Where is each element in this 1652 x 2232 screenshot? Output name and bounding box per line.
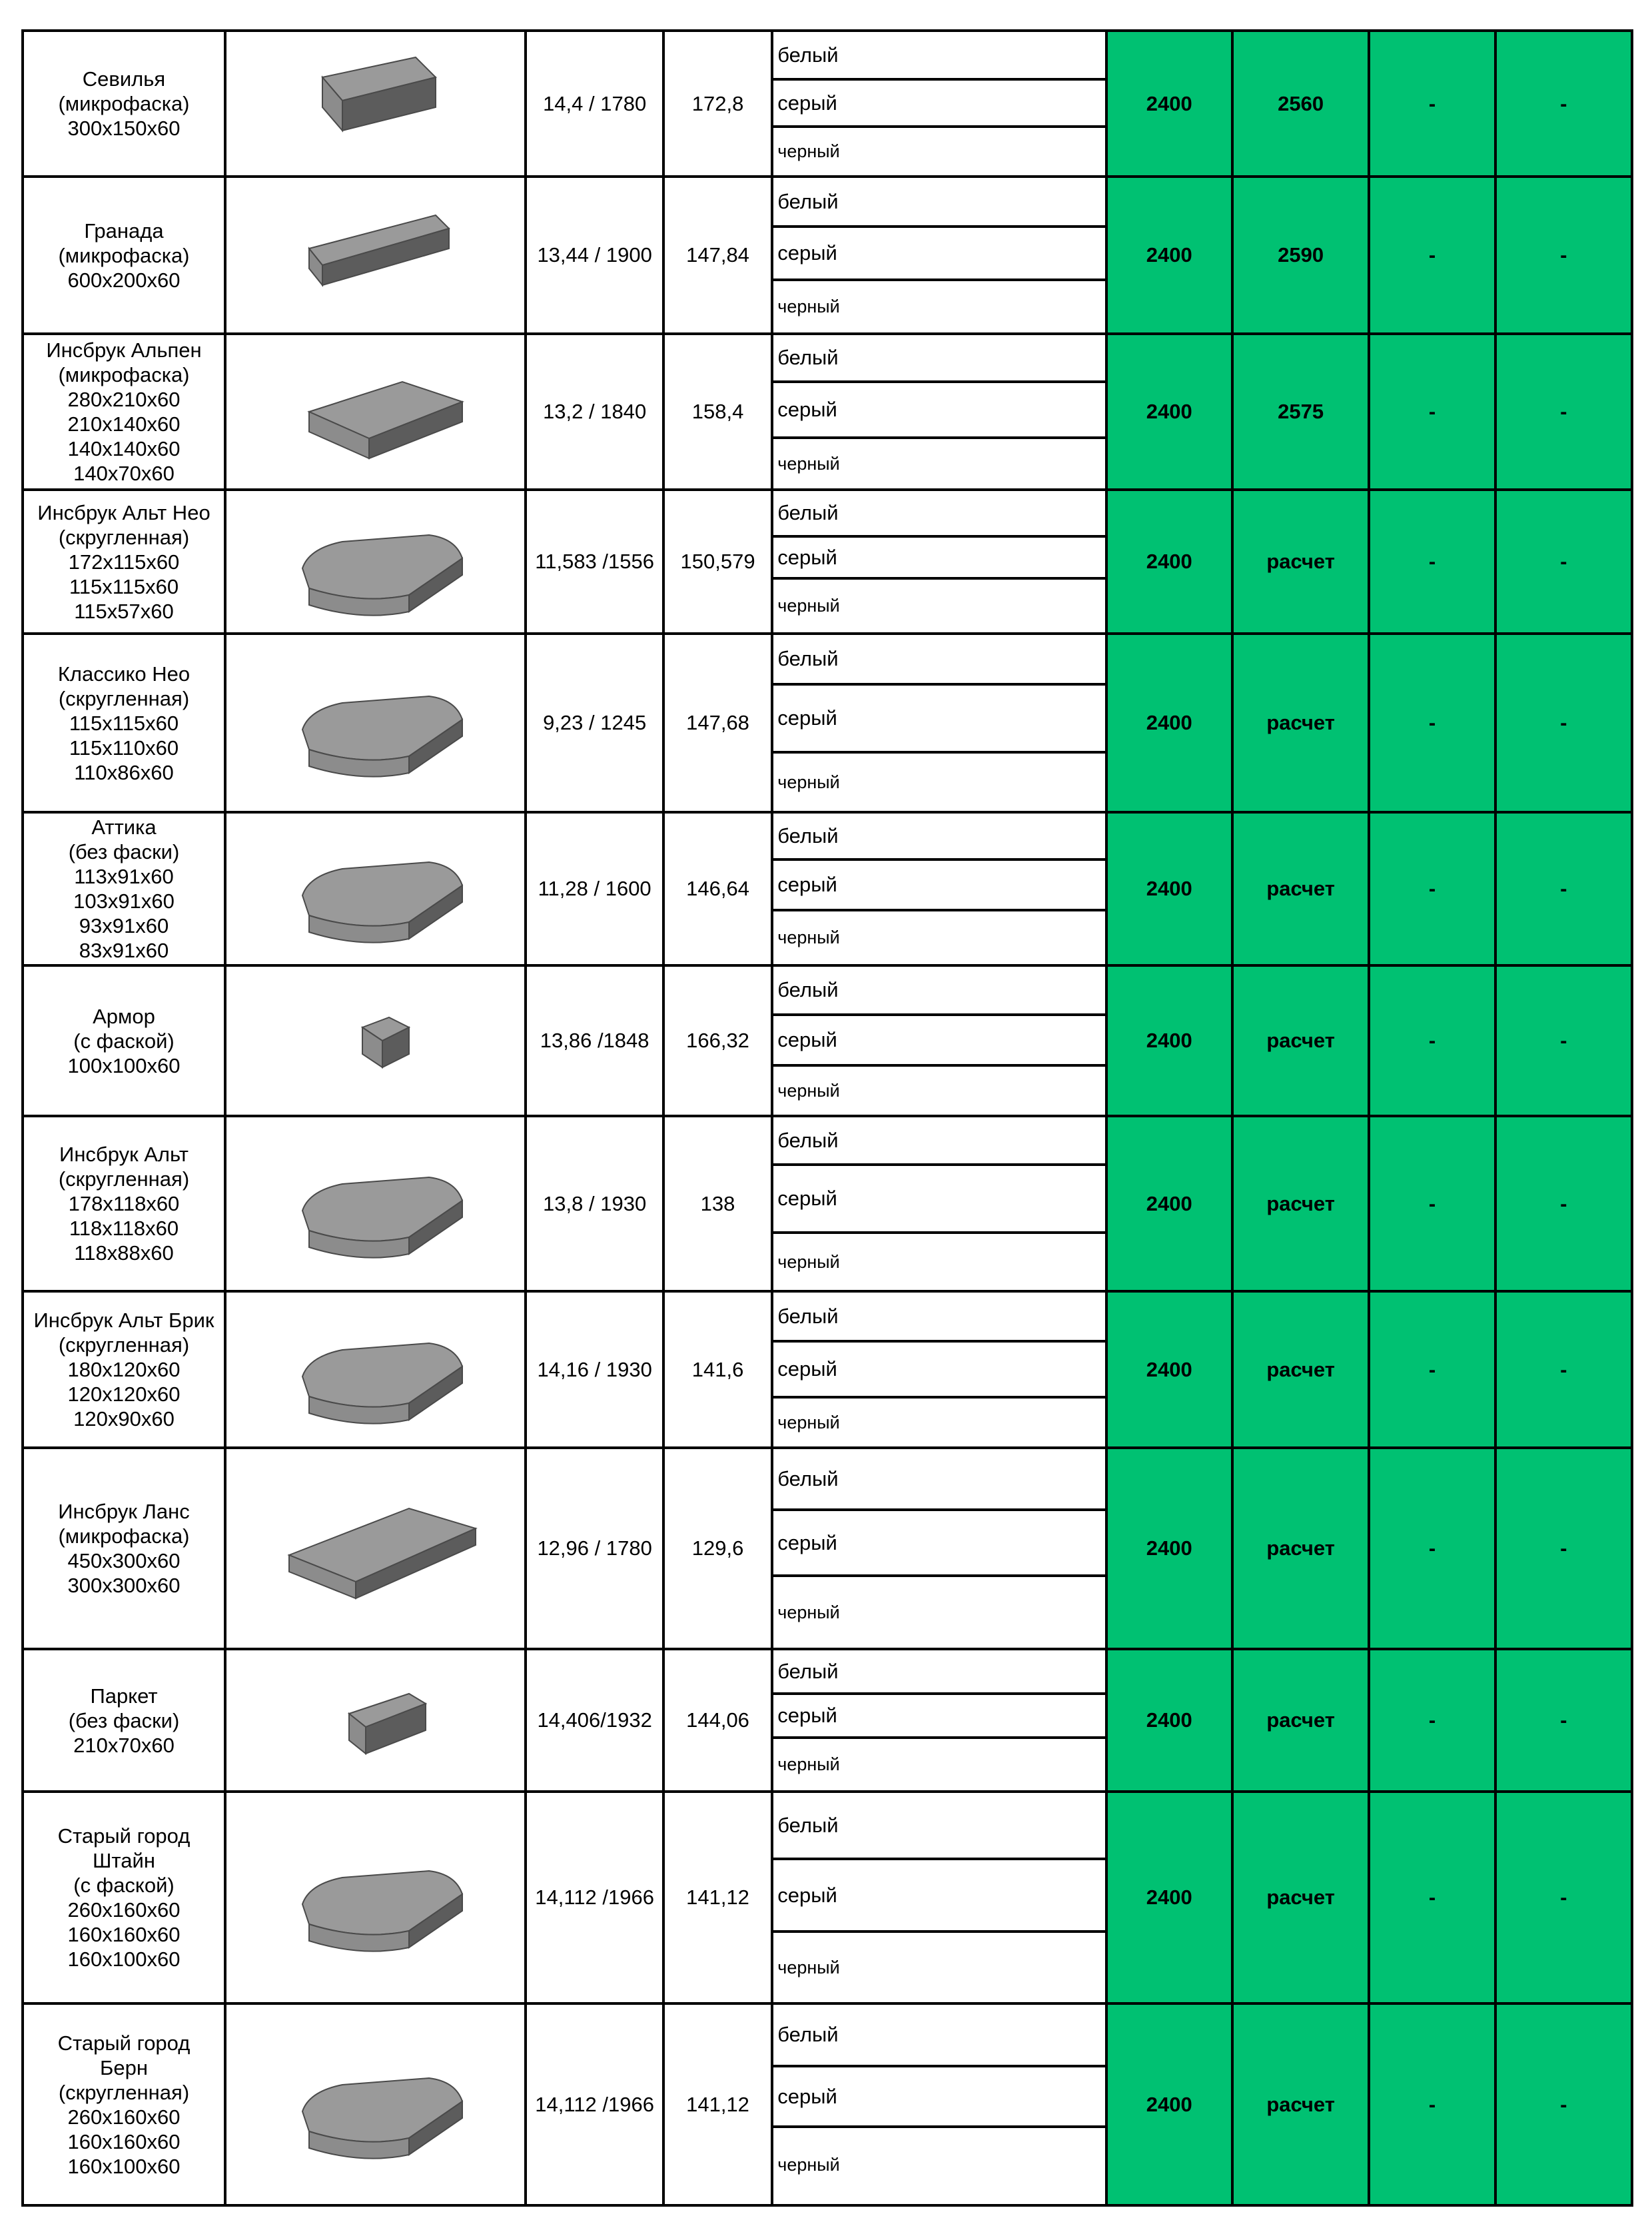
- product-name-line: (с фаской): [73, 1029, 175, 1053]
- price1-cell: 2400: [1108, 1117, 1234, 1290]
- color-option: серый: [773, 383, 1104, 439]
- product-name-line: Паркет: [90, 1684, 158, 1708]
- product-row: [24, 335, 1631, 491]
- product-name-line: Штайн: [93, 1849, 155, 1872]
- color-option: белый: [773, 1793, 1104, 1860]
- product-name-line: (скругленная): [58, 1167, 190, 1191]
- color-options-cell: [773, 635, 1107, 811]
- price3-cell: -: [1370, 335, 1496, 488]
- product-name-line: 160x100x60: [67, 2154, 181, 2178]
- per-m2-cell: 141,12: [665, 2005, 773, 2204]
- per-m2-cell: 147,84: [665, 178, 773, 332]
- price3-cell: -: [1370, 1449, 1496, 1648]
- price3-cell: -: [1370, 2005, 1496, 2204]
- product-name-line: 260x160x60: [67, 2105, 181, 2129]
- color-options-cell: [773, 1650, 1107, 1790]
- color-option: черный: [777, 1957, 840, 1977]
- weight-cell: 13,8 / 1930: [527, 1117, 664, 1290]
- color-option: серый: [773, 1016, 1104, 1067]
- product-name-line: (без фаски): [68, 840, 180, 863]
- price-table: [21, 29, 1633, 2207]
- paver-granada-icon: [226, 178, 528, 332]
- product-name-line: 178x118x60: [68, 1192, 180, 1215]
- color-options-cell: [773, 967, 1107, 1115]
- weight-cell: 11,583 /1556: [527, 491, 664, 632]
- price1-cell: 2400: [1108, 335, 1234, 488]
- price4-cell: -: [1497, 335, 1631, 488]
- product-row: [24, 2005, 1631, 2204]
- color-option: белый: [773, 967, 1104, 1016]
- product-name-line: 115x57x60: [74, 599, 174, 623]
- price4-cell: -: [1497, 1117, 1631, 1290]
- product-row: [24, 1293, 1631, 1449]
- product-row: [24, 1793, 1631, 2005]
- product-name-line: Инсбрук Ланс: [58, 1500, 190, 1523]
- price2-cell: расчет: [1234, 1650, 1370, 1790]
- product-name-line: (микрофаска): [58, 1524, 190, 1548]
- product-name-line: 115x110x60: [69, 736, 179, 760]
- per-m2-cell: 158,4: [665, 335, 773, 488]
- per-m2-cell: 138: [665, 1117, 773, 1290]
- price4-cell: -: [1497, 1449, 1631, 1648]
- color-option: белый: [773, 335, 1104, 383]
- paver-stary-gorod-bern-icon: [226, 2005, 528, 2204]
- color-option: серый: [773, 1695, 1104, 1739]
- product-name-cell: [24, 1117, 226, 1290]
- per-m2-cell: 141,12: [665, 1793, 773, 2002]
- paver-insbruk-alpen-icon: [226, 335, 528, 488]
- price4-cell: -: [1497, 635, 1631, 811]
- price4-cell: -: [1497, 967, 1631, 1115]
- color-option: черный: [777, 2154, 840, 2175]
- color-option: черный: [777, 141, 840, 161]
- price4-cell: -: [1497, 491, 1631, 632]
- color-option: черный: [777, 1602, 840, 1622]
- product-name-line: 450x300x60: [67, 1549, 181, 1572]
- per-m2-cell: 147,68: [665, 635, 773, 811]
- color-option: белый: [773, 1293, 1104, 1343]
- paver-insbruk-lans-icon: [226, 1449, 528, 1648]
- product-name-line: 160x160x60: [67, 2129, 181, 2153]
- product-row: [24, 1449, 1631, 1650]
- product-name-line: 115x115x60: [69, 711, 179, 735]
- color-option: серый: [773, 1166, 1104, 1234]
- color-option: белый: [773, 635, 1104, 686]
- product-name-cell: [24, 635, 226, 811]
- product-name-line: 118x118x60: [69, 1217, 179, 1240]
- color-options-cell: [773, 1449, 1107, 1648]
- product-name-cell: [24, 32, 226, 175]
- product-name-line: 93x91x60: [79, 914, 169, 937]
- weight-cell: 13,86 /1848: [527, 967, 664, 1115]
- price3-cell: -: [1370, 178, 1496, 332]
- price4-cell: -: [1497, 178, 1631, 332]
- price1-cell: 2400: [1108, 1650, 1234, 1790]
- product-name-cell: [24, 2005, 226, 2204]
- product-name-line: 100x100x60: [67, 1053, 181, 1077]
- color-option: черный: [777, 453, 840, 474]
- price3-cell: -: [1370, 32, 1496, 175]
- product-name-line: (скругленная): [58, 1333, 190, 1357]
- product-name-line: Старый город: [57, 1824, 191, 1848]
- weight-cell: 9,23 / 1245: [527, 635, 664, 811]
- product-name-line: 120x120x60: [67, 1383, 181, 1406]
- product-name-line: Инсбрук Альт: [59, 1143, 189, 1166]
- price1-cell: 2400: [1108, 1449, 1234, 1648]
- price3-cell: -: [1370, 1793, 1496, 2002]
- color-option: черный: [777, 772, 840, 792]
- color-option: белый: [773, 1117, 1104, 1166]
- paver-sevilla-icon: [226, 32, 528, 175]
- price2-cell: расчет: [1234, 1449, 1370, 1648]
- product-name-line: Армор: [93, 1004, 155, 1028]
- product-name-line: Инсбрук Альпен: [46, 338, 202, 362]
- price1-cell: 2400: [1108, 32, 1234, 175]
- product-name-cell: [24, 335, 226, 488]
- weight-cell: 14,16 / 1930: [527, 1293, 664, 1446]
- product-name-line: 280x210x60: [67, 388, 181, 411]
- product-name-line: Инсбрук Альт Нео: [37, 500, 210, 524]
- paver-stary-gorod-shtain-icon: [226, 1793, 528, 2002]
- paver-attika-icon: [226, 814, 528, 964]
- product-row: [24, 32, 1631, 178]
- product-name-line: 300x300x60: [67, 1574, 181, 1597]
- product-name-line: 115x115x60: [69, 574, 179, 598]
- product-row: [24, 491, 1631, 635]
- product-row: [24, 1650, 1631, 1793]
- color-option: белый: [773, 491, 1104, 538]
- color-option: белый: [773, 32, 1104, 81]
- price1-cell: 2400: [1108, 1293, 1234, 1446]
- product-name-line: Гранада: [84, 219, 164, 243]
- price4-cell: -: [1497, 1650, 1631, 1790]
- product-name-line: (скругленная): [58, 2080, 190, 2104]
- price2-cell: расчет: [1234, 491, 1370, 632]
- product-name-line: (без фаски): [68, 1708, 180, 1732]
- per-m2-cell: 146,64: [665, 814, 773, 964]
- price1-cell: 2400: [1108, 491, 1234, 632]
- product-name-cell: [24, 1449, 226, 1648]
- color-options-cell: [773, 32, 1107, 175]
- paver-insbruk-alt-brik-icon: [226, 1293, 528, 1446]
- price4-cell: -: [1497, 1793, 1631, 2002]
- price2-cell: 2590: [1234, 178, 1370, 332]
- price4-cell: -: [1497, 1293, 1631, 1446]
- product-row: [24, 635, 1631, 814]
- product-name-line: Инсбрук Альт Брик: [33, 1309, 214, 1332]
- color-option: черный: [777, 927, 840, 947]
- color-option: серый: [773, 228, 1104, 281]
- per-m2-cell: 166,32: [665, 967, 773, 1115]
- product-row: [24, 1117, 1631, 1293]
- product-name-line: 160x100x60: [67, 1948, 181, 1971]
- product-name-line: 140x70x60: [73, 462, 175, 485]
- product-name-line: 113x91x60: [74, 865, 174, 888]
- price3-cell: -: [1370, 1117, 1496, 1290]
- price1-cell: 2400: [1108, 635, 1234, 811]
- color-option: черный: [777, 596, 840, 616]
- product-name-cell: [24, 491, 226, 632]
- price2-cell: 2575: [1234, 335, 1370, 488]
- weight-cell: 13,2 / 1840: [527, 335, 664, 488]
- color-options-cell: [773, 814, 1107, 964]
- product-name-cell: [24, 1793, 226, 2002]
- paver-insbruk-alt-neo-icon: [226, 491, 528, 632]
- product-name-line: (скругленная): [58, 686, 190, 710]
- color-options-cell: [773, 178, 1107, 332]
- color-options-cell: [773, 335, 1107, 488]
- price1-cell: 2400: [1108, 814, 1234, 964]
- price3-cell: -: [1370, 1293, 1496, 1446]
- product-name-line: Севилья: [82, 67, 166, 91]
- color-option: черный: [777, 1080, 840, 1101]
- price2-cell: расчет: [1234, 814, 1370, 964]
- price2-cell: расчет: [1234, 1117, 1370, 1290]
- product-row: [24, 967, 1631, 1117]
- color-option: белый: [773, 2005, 1104, 2067]
- per-m2-cell: 141,6: [665, 1293, 773, 1446]
- product-name-cell: [24, 967, 226, 1115]
- price2-cell: расчет: [1234, 967, 1370, 1115]
- product-name-line: 120x90x60: [73, 1407, 175, 1430]
- product-name-line: 180x120x60: [67, 1358, 181, 1381]
- price4-cell: -: [1497, 814, 1631, 964]
- color-option: серый: [773, 81, 1104, 128]
- product-name-line: 600x200x60: [67, 268, 181, 292]
- color-option: серый: [773, 861, 1104, 911]
- per-m2-cell: 172,8: [665, 32, 773, 175]
- per-m2-cell: 129,6: [665, 1449, 773, 1648]
- product-name-cell: [24, 1293, 226, 1446]
- product-name-line: Классико Нео: [57, 662, 191, 686]
- per-m2-cell: 150,579: [665, 491, 773, 632]
- paver-armor-icon: [226, 967, 528, 1115]
- per-m2-cell: 144,06: [665, 1650, 773, 1790]
- price3-cell: -: [1370, 491, 1496, 632]
- product-name-line: (микрофаска): [58, 363, 190, 386]
- color-option: черный: [777, 296, 840, 316]
- weight-cell: 13,44 / 1900: [527, 178, 664, 332]
- weight-cell: 14,406/1932: [527, 1650, 664, 1790]
- color-options-cell: [773, 1793, 1107, 2002]
- color-option: белый: [773, 1650, 1104, 1695]
- color-option: серый: [773, 1511, 1104, 1577]
- product-name-cell: [24, 178, 226, 332]
- color-option: белый: [773, 814, 1104, 861]
- price3-cell: -: [1370, 814, 1496, 964]
- price3-cell: -: [1370, 635, 1496, 811]
- product-name-line: 210x70x60: [73, 1733, 175, 1757]
- product-name-line: 160x160x60: [67, 1923, 181, 1946]
- paver-insbruk-alt-icon: [226, 1117, 528, 1290]
- color-option: белый: [773, 1449, 1104, 1511]
- product-name-line: 140x140x60: [67, 437, 181, 460]
- product-name-line: 110x86x60: [74, 760, 174, 784]
- product-name-line: 103x91x60: [73, 889, 175, 913]
- product-name-line: 260x160x60: [67, 1898, 181, 1922]
- color-option: серый: [773, 2067, 1104, 2128]
- color-option: белый: [773, 178, 1104, 228]
- product-name-line: Аттика: [91, 816, 157, 839]
- weight-cell: 14,112 /1966: [527, 2005, 664, 2204]
- product-name-line: 172x115x60: [68, 550, 180, 574]
- color-option: серый: [773, 1860, 1104, 1933]
- color-option: черный: [777, 1412, 840, 1432]
- color-options-cell: [773, 491, 1107, 632]
- product-name-line: 300x150x60: [67, 117, 181, 140]
- weight-cell: 12,96 / 1780: [527, 1449, 664, 1648]
- weight-cell: 14,112 /1966: [527, 1793, 664, 2002]
- product-name-line: Берн: [100, 2055, 148, 2079]
- paver-parket-icon: [226, 1650, 528, 1790]
- color-option: серый: [773, 538, 1104, 580]
- color-option: черный: [777, 1754, 840, 1774]
- price3-cell: -: [1370, 1650, 1496, 1790]
- color-option: серый: [773, 686, 1104, 754]
- weight-cell: 14,4 / 1780: [527, 32, 664, 175]
- price1-cell: 2400: [1108, 1793, 1234, 2002]
- product-name-line: (микрофаска): [58, 243, 190, 267]
- product-name-line: (скругленная): [58, 525, 190, 549]
- product-name-line: Старый город: [57, 2031, 191, 2055]
- weight-cell: 11,28 / 1600: [527, 814, 664, 964]
- color-options-cell: [773, 1117, 1107, 1290]
- color-options-cell: [773, 1293, 1107, 1446]
- product-name-line: (с фаской): [73, 1874, 175, 1897]
- product-name-line: (микрофаска): [58, 92, 190, 115]
- price2-cell: расчет: [1234, 1793, 1370, 2002]
- price4-cell: -: [1497, 2005, 1631, 2204]
- product-name-line: 210x140x60: [67, 412, 181, 436]
- price2-cell: 2560: [1234, 32, 1370, 175]
- paver-klassiko-neo-icon: [226, 635, 528, 811]
- price2-cell: расчет: [1234, 1293, 1370, 1446]
- product-name-line: 83x91x60: [79, 939, 169, 962]
- price4-cell: -: [1497, 32, 1631, 175]
- product-row: [24, 178, 1631, 335]
- color-option: черный: [777, 1251, 840, 1272]
- price1-cell: 2400: [1108, 967, 1234, 1115]
- color-options-cell: [773, 2005, 1107, 2204]
- product-row: [24, 814, 1631, 967]
- price1-cell: 2400: [1108, 178, 1234, 332]
- product-name-cell: [24, 1650, 226, 1790]
- product-name-line: 118x88x60: [74, 1241, 174, 1265]
- product-name-cell: [24, 814, 226, 964]
- price1-cell: 2400: [1108, 2005, 1234, 2204]
- color-option: серый: [773, 1343, 1104, 1398]
- price2-cell: расчет: [1234, 635, 1370, 811]
- price3-cell: -: [1370, 967, 1496, 1115]
- price2-cell: расчет: [1234, 2005, 1370, 2204]
